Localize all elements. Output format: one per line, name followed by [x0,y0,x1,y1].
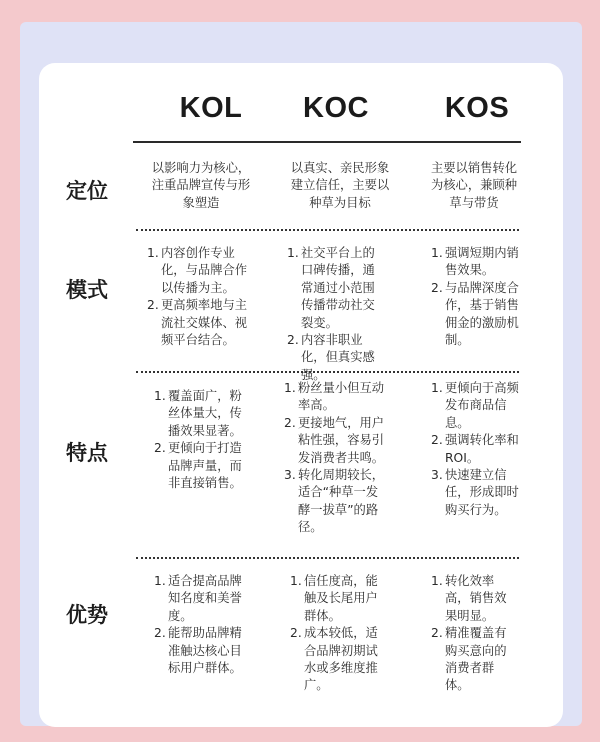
list-item [154,625,244,677]
list-item-number: 1. [287,246,299,260]
list-item [284,380,390,415]
list-item-number: 2. [431,433,443,448]
cell-kos-mode [431,245,519,349]
list-item-number: 1. [431,246,443,260]
list-item-text: 更倾向于打造品牌声量，而非直接销售。 [168,441,242,491]
list-item-text: 内容创作专业化，与品牌合作以传播为主。 [161,246,248,295]
cell-koc-advantages [290,573,380,695]
list-item-text: 更接地气，用户粘性强，容易引发消费者共鸣。 [298,415,385,465]
list-item-number: 2. [154,441,166,456]
cell-koc-positioning: 以真实、亲民形象建立信任，主要以种草为目标 [290,161,390,210]
list-item-number: 1. [431,574,443,588]
list-item-text: 精准覆盖有购买意向的消费者群体。 [445,626,507,693]
list-item-text: 更高频率地与主流社交媒体、视频平台结合。 [161,298,248,348]
list-item [431,467,519,519]
list-item-text: 强调转化率和 ROI。 [445,433,519,465]
header-divider [133,141,521,143]
list-item-text: 转化效率高，销售效果明显。 [445,574,507,623]
list-item-number: 2. [431,280,443,295]
list-item-text: 能帮助品牌精准触达核心目标用户群体。 [168,626,242,676]
list-item-text: 快速建立信任，形成即时购买行为。 [445,468,519,517]
list-item-number: 2. [431,626,443,641]
list-item-number: 2. [287,333,299,348]
row-divider [136,229,519,231]
cell-kos-positioning: 主要以销售转化为核心，兼顾种草与带货 [430,161,518,210]
list-item-text: 内容非职业化，但真实感强。 [301,333,375,382]
list-item [154,440,244,492]
row-label-mode: 模式 [66,278,108,302]
list-item-number: 1. [147,246,159,260]
list-item-number: 2. [147,298,159,313]
row-label-positioning: 定位 [66,179,108,203]
list-item [147,297,259,349]
list-item [431,625,517,695]
list-item-text: 与品牌深度合作，基于销售佣金的激励机制。 [445,280,519,348]
row-label-features: 特点 [66,441,108,465]
list-item-text: 成本较低，适合品牌初期试水或多维度推广。 [304,626,378,693]
list-item [147,245,259,297]
list-item-text: 覆盖面广，粉丝体量大，传播效果显著。 [168,389,242,438]
list-item-number: 1. [154,574,166,588]
list-item [284,467,390,537]
cell-kol-mode [147,245,259,349]
list-item [154,573,244,625]
row-divider [136,557,519,559]
list-item-text: 强调短期内销售效果。 [445,246,519,278]
list-item-text: 更倾向于高频发布商品信息。 [445,381,519,430]
list-item [287,332,387,384]
list-item [154,388,244,440]
list-item [431,573,517,625]
list-item-number: 1. [290,574,302,588]
list-item-number: 2. [290,626,302,641]
list-item-number: 1. [431,381,443,395]
list-item [431,380,519,432]
list-item-number: 2. [154,626,166,641]
list-item [431,245,519,280]
list-item [290,573,380,625]
list-item-text: 信任度高，能触及长尾用户群体。 [304,574,378,623]
row-label-advantages: 优势 [66,603,108,627]
column-header-kol: KOL [179,92,243,124]
cell-koc-features [284,380,390,537]
cell-kol-positioning: 以影响力为核心，注重品牌宣传与形象塑造 [151,161,251,210]
cell-kos-advantages [431,573,517,695]
column-header-koc: KOC [303,92,369,124]
list-item-text: 转化周期较长，适合“种草一发酵一拔草”的路径。 [298,468,385,535]
list-item-text: 适合提高品牌知名度和美誉度。 [168,574,242,623]
list-item-number: 2. [284,415,296,430]
list-item [431,280,519,350]
list-item [290,625,380,695]
cell-kol-features [154,388,244,492]
cell-kol-advantages [154,573,244,677]
cell-kos-features [431,380,519,519]
list-item-number: 1. [154,389,166,403]
list-item-number: 3. [284,468,296,483]
list-item-text: 社交平台上的口碑传播，通常通过小范围传播带动社交裂变。 [301,246,375,330]
cell-koc-mode [287,245,387,384]
list-item-number: 3. [431,468,443,483]
column-header-kos: KOS [444,92,510,124]
list-item-number: 1. [284,381,296,395]
list-item [431,432,519,467]
list-item [284,415,390,467]
list-item [287,245,387,332]
list-item-text: 粉丝量小但互动率高。 [298,381,385,413]
